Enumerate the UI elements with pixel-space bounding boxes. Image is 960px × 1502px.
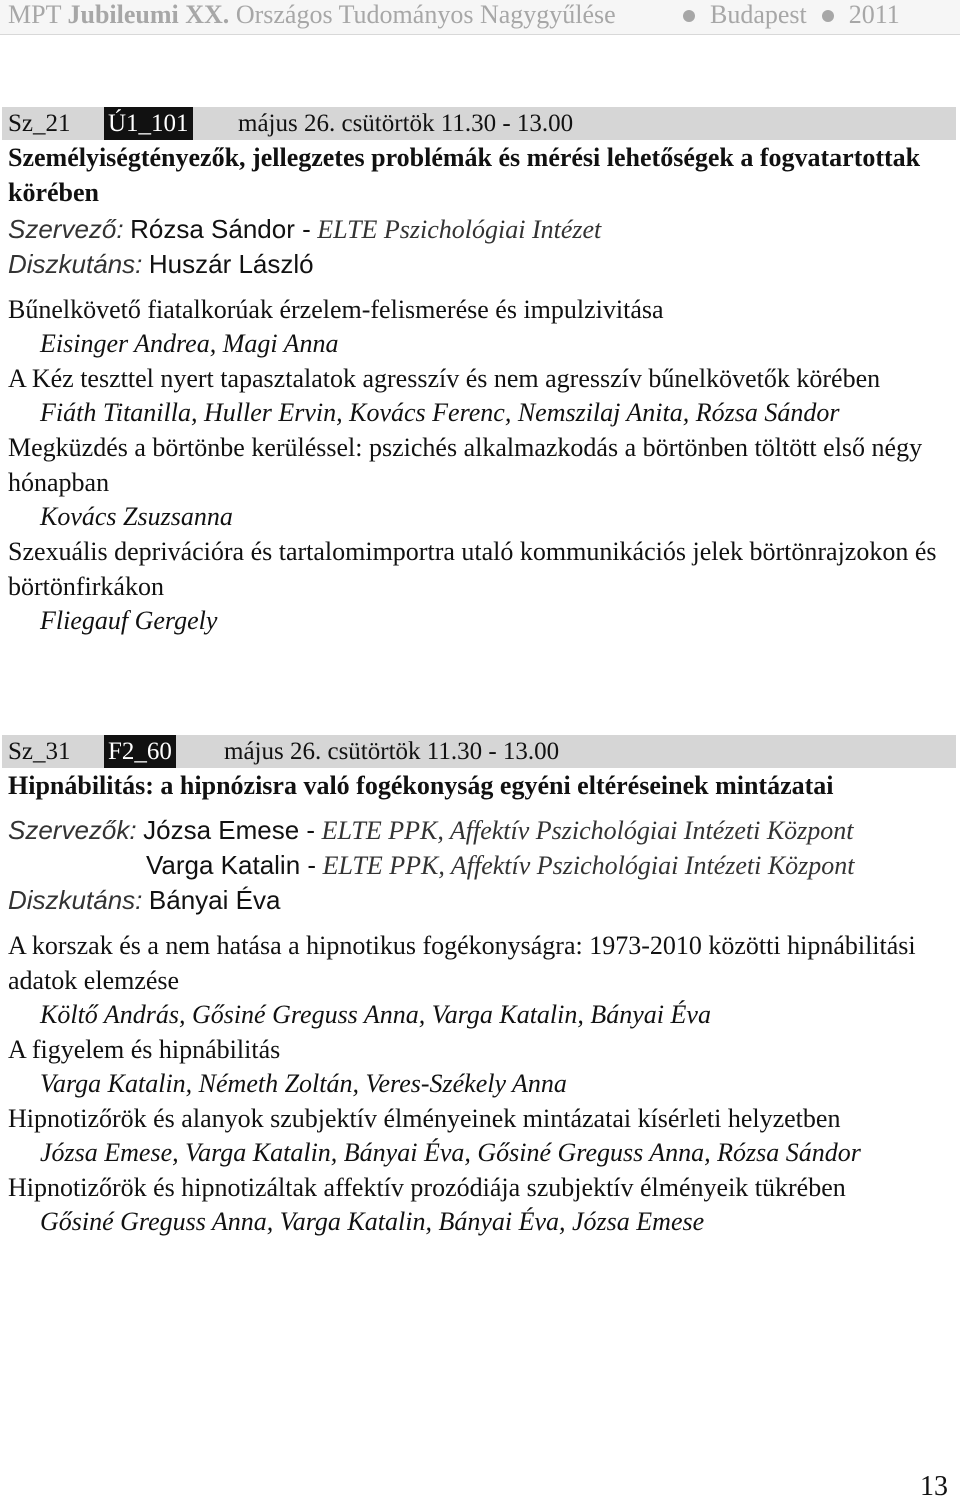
discussant-label: Diszkutáns:	[8, 249, 143, 279]
header-highlight: Jubileumi XX.	[67, 0, 230, 29]
discussant-label: Diszkutáns:	[8, 885, 143, 915]
session-sz21	[0, 107, 960, 638]
organizer-label: Szervezők:	[8, 815, 137, 845]
organizer-name: Rózsa Sándor -	[130, 214, 311, 244]
session-sz31	[0, 735, 960, 1239]
talk-title: Szexuális deprivációra és tartalomimportra utaló kommunikációs jelek börtönrajzokon és börtönfirkákon	[8, 537, 937, 601]
discussant-line	[8, 883, 960, 918]
conference-title	[8, 0, 616, 30]
organizer2-name: Varga Katalin -	[146, 850, 317, 880]
talk-title: A figyelem és hipnábilitás	[8, 1035, 281, 1064]
header-prefix: MPT	[8, 0, 61, 29]
organizer-affiliation: ELTE Pszichológiai Intézet	[317, 215, 602, 244]
session-datetime: május 26. csütörtök 11.30 - 13.00	[238, 110, 574, 137]
talk-authors: Költő András, Gősiné Greguss Anna, Varga Katalin, Bányai Éva	[40, 1000, 711, 1029]
talk-authors: Józsa Emese, Varga Katalin, Bányai Éva, Gősiné Greguss Anna, Rózsa Sándor	[40, 1138, 861, 1167]
header-year: 2011	[848, 0, 900, 29]
talk-title: A korszak és a nem hatása a hipnotikus fogékonyságra: 1973-2010 közötti hipnábilitási adatok elemzése	[8, 931, 916, 995]
talk-title: A Kéz teszttel nyert tapasztalatok agresszív és nem agresszív bűnelkövetők körében	[8, 364, 881, 393]
session-bar	[2, 107, 956, 140]
organizer-affiliation: ELTE PPK, Affektív Pszichológiai Intézeti Központ	[321, 816, 854, 845]
session-id: Sz_31	[8, 738, 71, 765]
organizer-label: Szervező:	[8, 214, 124, 244]
session-datetime: május 26. csütörtök 11.30 - 13.00	[224, 738, 560, 765]
talk-authors: Kovács Zsuzsanna	[40, 502, 233, 531]
session-bar	[2, 735, 956, 768]
header-rest: Országos Tudományos Nagygyűlése	[235, 0, 616, 29]
page-number: 13	[920, 1471, 948, 1502]
discussant-name: Bányai Éva	[148, 885, 281, 915]
organizer-line	[8, 212, 960, 247]
talk-list	[0, 292, 960, 638]
session-title: Hipnábilitás: a hipnózisra való fogékonyság egyéni eltéréseinek mintázatai	[8, 771, 834, 800]
talk-title: Bűnelkövető fiatalkorúak érzelem-felismerése és impulzivitása	[8, 295, 664, 324]
talk-authors: Eisinger Andrea, Magi Anna	[40, 329, 339, 358]
session-room-code: Ú1_101	[104, 107, 193, 140]
conference-place-year	[668, 0, 900, 30]
page-header	[0, 0, 960, 35]
session-room-code: F2_60	[104, 735, 176, 768]
talk-authors: Varga Katalin, Németh Zoltán, Veres-Székely Anna	[40, 1069, 567, 1098]
bullet-icon	[683, 10, 695, 22]
talk-authors: Fiáth Titanilla, Huller Ervin, Kovács Ferenc, Nemszilaj Anita, Rózsa Sándor	[40, 398, 840, 427]
bullet-icon	[822, 10, 834, 22]
talk-title: Hipnotizőrök és hipnotizáltak affektív prozódiája szubjektív élményeik tükrében	[8, 1173, 846, 1202]
organizer-name: Józsa Emese -	[143, 815, 316, 845]
talk-authors: Gősiné Greguss Anna, Varga Katalin, Bányai Éva, Józsa Emese	[40, 1207, 705, 1236]
discussant-name: Huszár László	[148, 249, 314, 279]
organizer2-affiliation: ELTE PPK, Affektív Pszichológiai Intézeti Központ	[322, 851, 855, 880]
talk-title: Megküzdés a börtönbe kerüléssel: pszichés alkalmazkodás a börtönben töltött első négy hónapban	[8, 433, 923, 497]
organizer2-line	[8, 848, 960, 883]
session-id: Sz_21	[8, 110, 71, 137]
organizer-line	[8, 813, 960, 848]
header-city: Budapest	[710, 0, 807, 29]
talk-authors: Fliegauf Gergely	[40, 606, 218, 635]
discussant-line	[8, 247, 960, 282]
talk-list	[0, 928, 960, 1239]
session-title: Személyiségtényezők, jellegzetes problémák és mérési lehetőségek a fogvatartottak körében	[8, 143, 921, 207]
talk-title: Hipnotizőrök és alanyok szubjektív élményeinek mintázatai kísérleti helyzetben	[8, 1104, 841, 1133]
